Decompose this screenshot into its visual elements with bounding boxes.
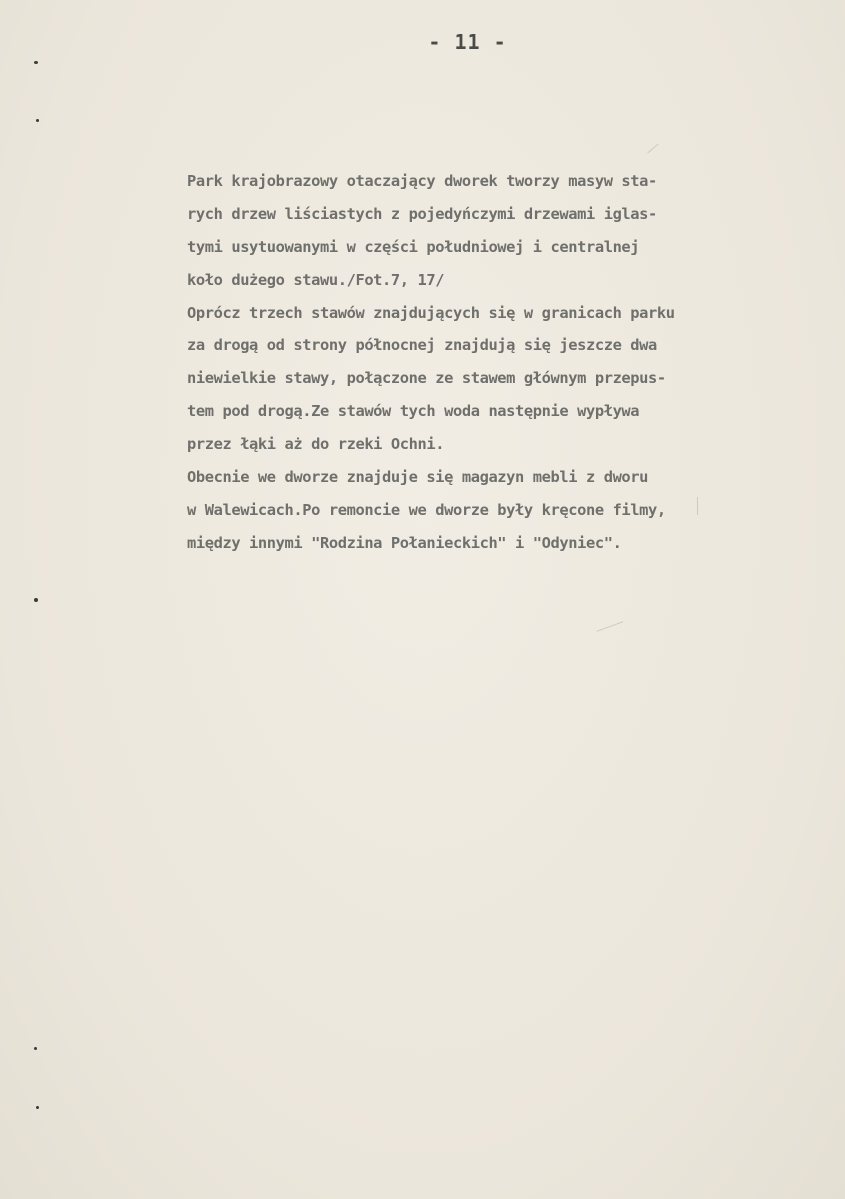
text-line: Park krajobrazowy otaczający dworek tworzy masyw sta- — [187, 172, 657, 190]
page-number: - 11 - — [428, 30, 507, 54]
faint-mark — [597, 621, 624, 632]
text-line: koło dużego stawu./Fot.7, 17/ — [187, 270, 445, 289]
margin-mark — [36, 1106, 39, 1109]
text-line: Oprócz trzech stawów znajdujących się w granicach parku — [187, 303, 675, 322]
text-line: między innymi "Rodzina Połanieckich" i "Odyniec". — [187, 533, 622, 552]
text-line: za drogą od strony północnej znajdują się jeszcze dwa — [187, 336, 657, 355]
text-line: niewielkie stawy, połączone ze stawem głównym przepus- — [187, 369, 666, 388]
text-line: Obecnie we dworze znajduje się magazyn mebli z dworu — [187, 468, 649, 487]
margin-mark — [34, 598, 38, 602]
text-line: tem pod drogą.Ze stawów tych woda następnie wypływa — [187, 402, 640, 421]
text-line: tymi usytuowanymi w części południowej i centralnej — [187, 237, 640, 256]
margin-mark — [36, 119, 39, 122]
faint-mark — [647, 144, 658, 154]
margin-mark — [34, 61, 38, 64]
faint-mark — [697, 497, 698, 515]
text-line: w Walewicach.Po remoncie we dworze były kręcone filmy, — [187, 500, 666, 519]
text-line: rych drzew liściastych z pojedyńczymi drzewami iglas- — [187, 204, 657, 223]
text-line: przez łąki aż do rzeki Ochni. — [187, 435, 445, 454]
margin-mark — [34, 1047, 37, 1050]
